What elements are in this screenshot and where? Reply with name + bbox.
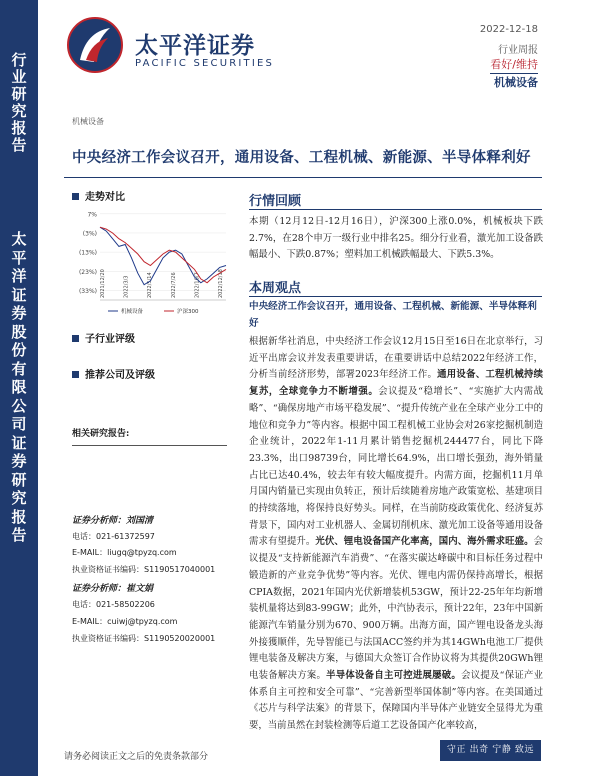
legend-entry: 机械设备 <box>121 309 144 315</box>
analyst-2-name: 证券分析师：崔文娟 <box>72 584 154 594</box>
y-tick-label: (3%) <box>82 230 97 238</box>
report-type: 行业周报 <box>498 45 538 56</box>
square-bullet-icon <box>72 335 79 342</box>
view-divider <box>249 296 542 297</box>
report-date: 2022-12-18 <box>479 24 538 35</box>
x-tick-label: 2022/5/14 <box>147 272 154 298</box>
x-tick-label: 2021/12/20 <box>100 269 106 298</box>
legend-entry: 沪深300 <box>177 309 199 315</box>
brand-name-cn: 太平洋证券 <box>135 33 255 59</box>
company-logo-icon <box>66 16 124 74</box>
analyst-1-phone: 电话：021-61372597 <box>72 532 155 541</box>
y-tick-label: (23%) <box>78 268 97 276</box>
sidebar-top-label: 行业研究报告 <box>11 51 27 154</box>
series-line <box>100 227 226 283</box>
square-bullet-icon <box>72 193 79 200</box>
sub-rating-heading: 子行业评级 <box>72 330 135 345</box>
y-tick-label: (13%) <box>78 249 97 257</box>
series-line <box>100 227 226 285</box>
picks-heading: 推荐公司及评级 <box>72 366 155 381</box>
industry-label: 机械设备 <box>494 76 538 89</box>
rating-badge: 看好/维持 <box>490 56 538 74</box>
x-tick-label: 2022/12/18 <box>218 269 224 298</box>
analyst-2-email: E-MAIL：cuiwj@tpyzq.com <box>72 617 178 626</box>
y-tick-label: (33%) <box>78 287 97 295</box>
analyst-1-cert: 执业资格证书编码：S1190517040001 <box>72 565 216 574</box>
breadcrumb: 机械设备 <box>72 117 104 126</box>
sidebar-bottom-label: 太平洋证券股份有限公司证券研究报告 <box>11 230 27 544</box>
trend-heading: 走势对比 <box>72 188 125 203</box>
x-tick-label: 2022/3/3 <box>123 275 130 298</box>
x-tick-label: 2022/10/7 <box>194 272 201 298</box>
brand-name-en: PACIFIC SECURITIES <box>135 58 275 69</box>
motto-stamp: 守正 出奇 宁静 致远 <box>440 740 541 761</box>
trend-chart <box>72 204 232 319</box>
y-tick-label: 7% <box>87 211 97 219</box>
view-heading: 本周观点 <box>249 281 302 296</box>
analyst-2-cert: 执业资格证书编码：S1190520020001 <box>72 634 216 643</box>
title-divider <box>64 177 542 178</box>
review-heading: 行情回顾 <box>249 194 302 209</box>
analyst-2-phone: 电话：021-58502206 <box>72 600 155 609</box>
x-tick-label: 2022/7/26 <box>170 272 177 298</box>
review-paragraph: 本期（12月12日-12月16日），沪深300上涨0.0%，机械板块下跌2.7%，在28个申万一级行业中排名25。细分行业看，激光加工设备跌幅最小、下跌0.87%；塑料加工机械跌幅最大、下跌5.3%。 <box>249 216 543 261</box>
view-subheading: 中央经济工作会议召开，通用设备、工程机械、新能源、半导体释利好 <box>249 301 537 329</box>
review-divider <box>249 209 542 210</box>
analyst-1-name: 证券分析师：刘国清 <box>72 516 154 526</box>
related-reports-heading: 相关研究报告: <box>72 426 227 446</box>
analyst-1-email: E-MAIL：liugq@tpyzq.com <box>72 548 177 557</box>
disclaimer-text: 请务必阅读正文之后的免责条款部分 <box>64 752 209 762</box>
view-body: 根据新华社消息，中央经济工作会议12月15日至16日在北京举行，习近平出席会议并发表重要讲话，在重要讲话中总结2022年经济工作，分析当前经济形势，部署2023年经济工作。通用设备、工程机械持续复苏，全球竞争力不断增强。会议提及“稳增长”、“实施扩大内需战略”、“确保房地产市场平稳发展”、“提升传统产业在全球产业分工中的地位和竞争力”等内容。根据中国工程机械工业协会对26家挖掘机制造企业统计，2022年1-11月累计销售挖掘机244477台，同比下降23.3%，出口98739台，同比增长64.9%，出口增长强劲，海外销量占比已达40.4%，较去年有较大幅度提升。内需方面，挖掘机11月单月国内销量已实现由负转正，预计后续随着房地产政策宽松、基建项目的持续落地，将保持良好势头。同样，在当前防疫政策优化、经济复苏背景下，国内对工业机器人、金属切削机床、激光加工设备等通用设备需求有望提升。光伏、锂电设备国产化率高，国内、海外需求旺盛。会议提及“支持新能源汽车消费”、“在落实碳达峰碳中和目标任务过程中锻造新的产业竞争优势”等内容。光伏、锂电内需仍保持高增长，根据CPIA数据，2021年国内光伏新增装机53GW，预计22-25年年均新增装机量将达到83-99GW；此外，中汽协表示，预计22年，23年中国新能源汽车销量分别为670、900万辆。出海方面，国产锂电设备龙头海外接獲顺伴，先导智能已与法国ACC签约并为其14GWh电池工厂提供锂电装备及解决方案，与德国大众签订合作协议将为其提供20GWh锂电装备解决方案。半导体设备自主可控进展屡破。会议提及“保证产业体系自主可控和安全可靠”、“完善新型举国体制”等内容。在美国通过《芯片与科学法案》的背景下，保障国内半导体产业链安全显得尤为重要，当前虽然在封装检测等后道工艺设备国产化率较高， <box>249 336 543 732</box>
sidebar <box>0 0 38 776</box>
report-title: 中央经济工作会议召开，通用设备、工程机械、新能源、半导体释利好 <box>72 149 531 166</box>
square-bullet-icon <box>72 371 79 378</box>
